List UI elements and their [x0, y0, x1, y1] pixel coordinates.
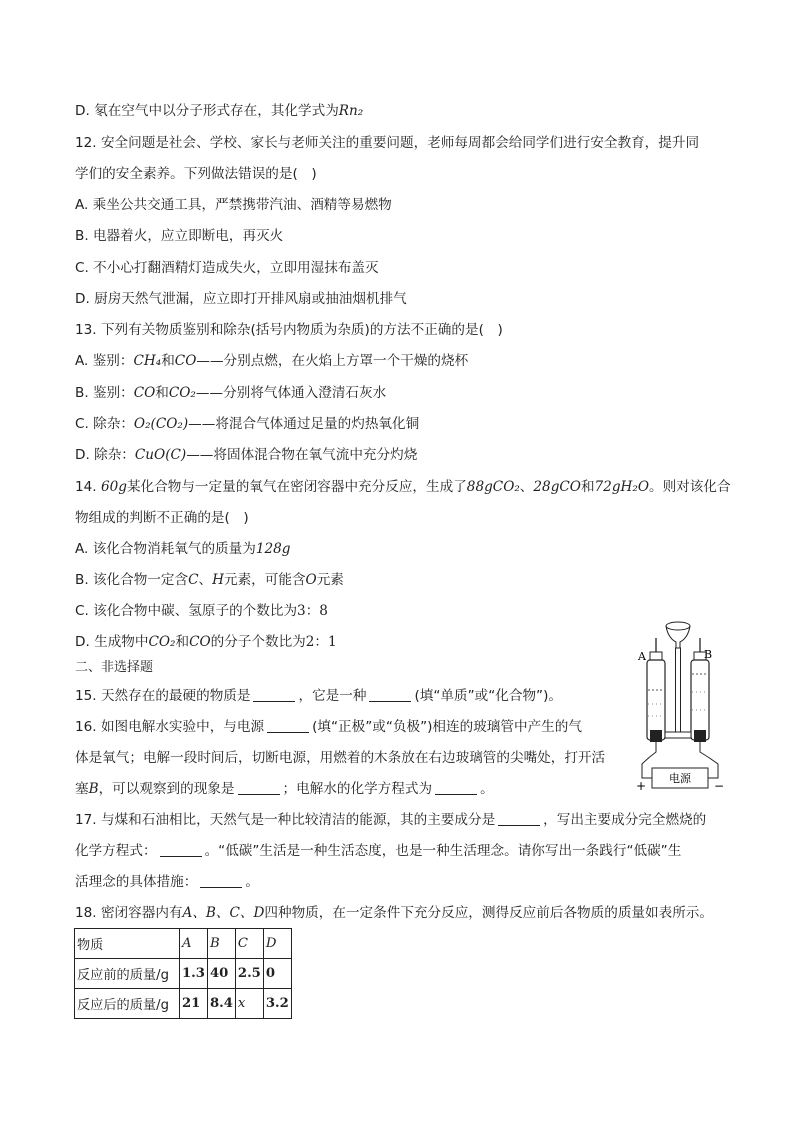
question-13-option-d: D. 除杂：CuO(C)——将固体混合物在氧气流中充分灼烧	[75, 447, 418, 463]
question-12-option-c: C. 不小心打翻酒精灯造成失火，立即用湿抹布盖灭	[75, 260, 379, 276]
table-cell: D	[263, 929, 291, 959]
question-16-line-3: 塞B，可以观察到的现象是 ；电解水的化学方程式为 。	[75, 781, 494, 797]
question-13-stem: 13. 下列有关物质鉴别和除杂(括号内物质为杂质)的方法不正确的是( )	[75, 322, 503, 338]
left-tube	[647, 660, 665, 740]
table-cell: x	[235, 989, 263, 1019]
question-14-stem: 14. 60g某化合物与一定量的氧气在密闭容器中充分反应，生成了88gCO₂、28gCO和72gH₂O。则对该化合	[75, 479, 731, 495]
electrolysis-apparatus-figure	[628, 612, 738, 792]
table-row	[75, 989, 292, 1019]
table-cell: A	[180, 929, 208, 959]
power-source-label: 电源	[669, 772, 691, 785]
answer-blank[interactable]	[267, 719, 309, 733]
center-tube	[676, 648, 681, 738]
option-d-radon: D. 氡在空气中以分子形式存在，其化学式为Rn₂	[75, 103, 364, 119]
question-17-line-3: 活理念的具体措施： 。	[75, 874, 259, 890]
table-cell: 3.2	[263, 989, 291, 1019]
question-14-option-b: B. 该化合物一定含C、H元素，可能含O元素	[75, 572, 344, 588]
label-b: B	[704, 648, 713, 661]
table-cell: 物质	[75, 929, 180, 959]
connecting-pipe	[665, 732, 691, 738]
question-13-option-b: B. 鉴别：CO和CO₂——分别将气体通入澄清石灰水	[75, 385, 387, 401]
mass-data-table	[74, 928, 292, 1019]
table-cell: 21	[180, 989, 208, 1019]
table-cell: 8.4	[207, 989, 235, 1019]
right-tube	[691, 660, 709, 740]
question-18: 18. 密闭容器内有A、B、C、D四种物质，在一定条件下充分反应，测得反应前后各物质的质量如表所示。	[75, 905, 713, 921]
plus-sign: +	[636, 779, 647, 792]
table-cell: 40	[207, 959, 235, 989]
minus-sign: −	[714, 779, 725, 792]
answer-blank[interactable]	[238, 781, 280, 795]
question-15: 15. 天然存在的最硬的物质是 ，它是一种 (填“单质”或“化合物”)。	[75, 688, 562, 704]
table-row	[75, 959, 292, 989]
question-14-option-d: D. 生成物中CO₂和CO的分子个数比为2：1	[75, 634, 337, 650]
table-cell: 反应前的质量/g	[75, 959, 180, 989]
question-17-line-2: 化学方程式： 。“低碳”生活是一种生活态度，也是一种生活理念。请你写出一条践行“低碳”生	[75, 843, 682, 859]
answer-blank[interactable]	[253, 688, 295, 702]
table-cell: 0	[263, 959, 291, 989]
question-17-line-1: 17. 与煤和石油相比，天然气是一种比较清洁的能源，其的主要成分是 ，写出主要成分完全燃烧的	[75, 812, 707, 828]
table-cell: 1.3	[180, 959, 208, 989]
label-a: A	[638, 650, 646, 663]
question-12-stem: 12. 安全问题是社会、学校、家长与老师关注的重要问题，老师每周都会给同学们进行安全教育，提升同	[75, 135, 700, 151]
question-16-line-1: 16. 如图电解水实验中，与电源 (填“正极”或“负极”)相连的玻璃管中产生的气	[75, 719, 582, 735]
table-cell: 反应后的质量/g	[75, 989, 180, 1019]
left-stopcock	[650, 652, 662, 660]
answer-blank[interactable]	[200, 874, 242, 888]
section-heading-non-choice: 二、非选择题	[75, 660, 154, 675]
answer-blank[interactable]	[160, 843, 202, 857]
question-12-option-d: D. 厨房天然气泄漏，应立即打开排风扇或抽油烟机排气	[75, 291, 407, 307]
answer-blank[interactable]	[369, 688, 411, 702]
question-12-stem-cont: 学们的安全素养。下列做法错误的是( )	[75, 166, 317, 182]
question-14-option-c: C. 该化合物中碳、氢原子的个数比为3：8	[75, 603, 328, 619]
right-electrode	[694, 730, 706, 742]
left-electrode	[650, 730, 662, 742]
funnel-rim	[666, 622, 690, 630]
question-13-option-c: C. 除杂：O₂(CO₂)——将混合气体通过足量的灼热氧化铜	[75, 416, 420, 432]
question-14-option-a: A. 该化合物消耗氧气的质量为128g	[75, 541, 291, 557]
table-cell: 2.5	[235, 959, 263, 989]
answer-blank[interactable]	[435, 781, 477, 795]
question-12-option-b: B. 电器着火，应立即断电，再灭火	[75, 228, 284, 244]
question-13-option-a: A. 鉴别：CH₄和CO——分别点燃，在火焰上方罩一个干燥的烧杯	[75, 353, 469, 369]
question-14-stem-cont: 物组成的判断不正确的是( )	[75, 510, 249, 526]
question-12-option-a: A. 乘坐公共交通工具，严禁携带汽油、酒精等易燃物	[75, 197, 392, 213]
table-cell: B	[207, 929, 235, 959]
table-header-row	[75, 929, 292, 959]
table-cell: C	[235, 929, 263, 959]
question-16-line-2: 体是氧气；电解一段时间后，切断电源，用燃着的木条放在右边玻璃管的尖嘴处，打开活	[75, 750, 606, 766]
answer-blank[interactable]	[498, 812, 540, 826]
